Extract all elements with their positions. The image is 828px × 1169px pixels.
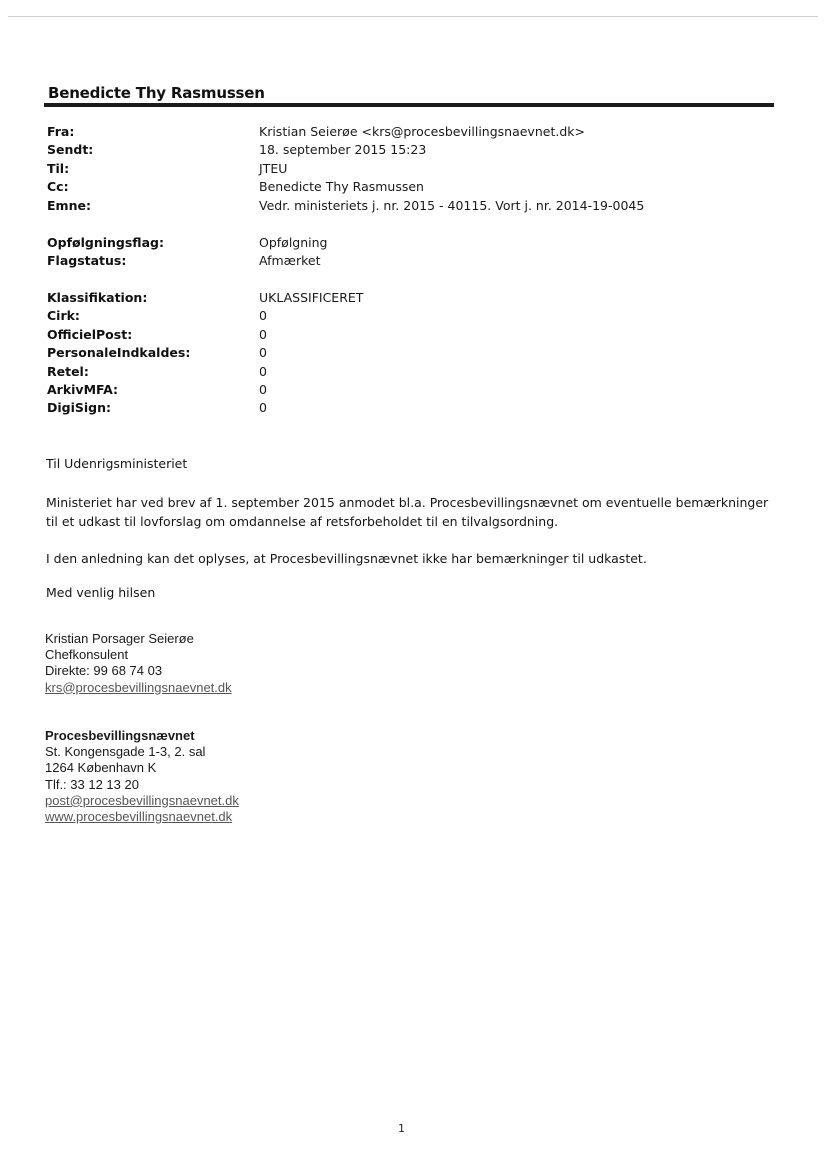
body-paragraph-1	[46, 493, 768, 531]
owner-underline-bar	[44, 103, 774, 107]
organization-block	[45, 728, 239, 825]
signature-name: Kristian Porsager Seierøe	[45, 631, 194, 646]
flagstatus-label: Flagstatus:	[47, 253, 127, 269]
organization-phone: Tlf.: 33 12 13 20	[45, 776, 139, 792]
from-label: Fra:	[47, 124, 75, 139]
property-label: OfficielPost:	[47, 326, 133, 342]
page-number: 1	[398, 1122, 405, 1135]
property-value: 0	[259, 381, 267, 397]
signature-email-link[interactable]: krs@procesbevillingsnaevnet.dk	[45, 679, 232, 695]
organization-address-line-2: 1264 København K	[45, 760, 157, 776]
signature-block	[45, 631, 232, 696]
property-label: ArkivMFA:	[47, 381, 119, 397]
property-value: 0	[259, 345, 267, 361]
followup-value: Opfølgning	[259, 235, 328, 250]
organization-name: Procesbevillingsnævnet	[45, 728, 195, 743]
signature-phone: Direkte: 99 68 74 03	[45, 663, 163, 679]
property-value: 0	[259, 363, 267, 379]
from-value: Kristian Seierøe <krs@procesbevillingsnaevnet.dk>	[259, 124, 585, 139]
organization-email-link[interactable]: post@procesbevillingsnaevnet.dk	[45, 792, 239, 808]
property-label: Cirk:	[47, 308, 80, 324]
property-value: UKLASSIFICERET	[259, 290, 364, 305]
signature-title: Chefkonsulent	[45, 647, 129, 663]
organization-address-line-1: St. Kongensgade 1-3, 2. sal	[45, 744, 206, 760]
top-divider	[8, 16, 818, 17]
flagstatus-value: Afmærket	[259, 253, 321, 269]
property-value: 0	[259, 308, 267, 324]
property-label: Retel:	[47, 363, 89, 379]
property-value: 0	[259, 326, 267, 342]
subject-value: Vedr. ministeriets j. nr. 2015 - 40115. Vort j. nr. 2014-19-0045	[259, 197, 645, 213]
salutation: Til Udenrigsministeriet	[46, 456, 188, 471]
body-paragraph-1-line-2: til et udkast til lovforslag om omdannelse af retsforbeholdet til en tilvalgsordning.	[46, 514, 559, 529]
mailbox-owner-name: Benedicte Thy Rasmussen	[48, 84, 265, 102]
cc-label: Cc:	[47, 179, 69, 195]
to-label: Til:	[47, 160, 70, 176]
property-label: DigiSign:	[47, 400, 112, 416]
property-label: Klassifikation:	[47, 290, 148, 305]
body-paragraph-1-line-1: Ministeriet har ved brev af 1. september 2015 anmodet bl.a. Procesbevillingsnævnet om eventuelle bemærkninger	[46, 495, 769, 510]
sent-value: 18. september 2015 15:23	[259, 142, 427, 158]
body-paragraph-2: I den anledning kan det oplyses, at Procesbevillingsnævnet ikke har bemærkninger til udkastet.	[46, 551, 647, 566]
subject-label: Emne:	[47, 197, 91, 213]
closing: Med venlig hilsen	[46, 585, 156, 600]
followup-label: Opfølgningsflag:	[47, 235, 164, 250]
cc-value: Benedicte Thy Rasmussen	[259, 179, 424, 195]
property-value: 0	[259, 400, 267, 416]
property-label: PersonaleIndkaldes:	[47, 345, 191, 361]
to-value: JTEU	[259, 160, 288, 176]
sent-label: Sendt:	[47, 142, 94, 158]
organization-website-link[interactable]: www.procesbevillingsnaevnet.dk	[45, 808, 233, 824]
